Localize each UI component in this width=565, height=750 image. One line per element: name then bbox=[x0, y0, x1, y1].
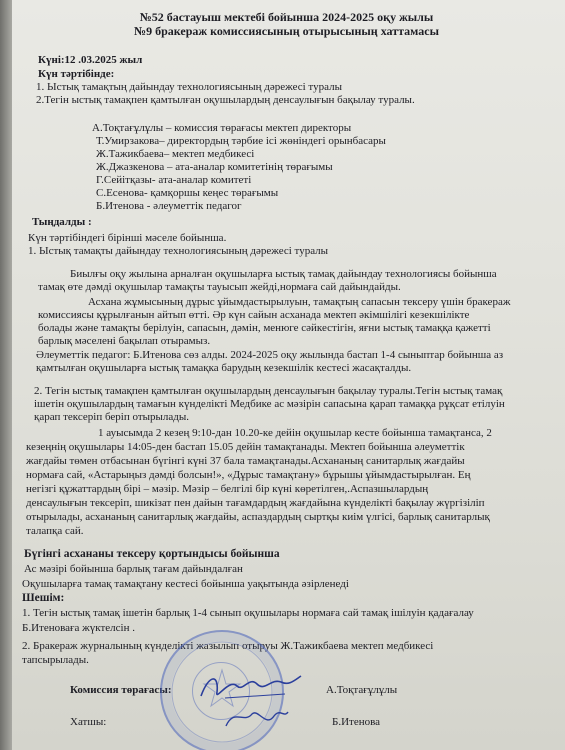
summary-line: Оқушыларға тамақ тамақтану кестесі бойынша уақытында әзірленеді bbox=[22, 578, 349, 590]
paragraph-line: талапқа сай. bbox=[26, 525, 84, 537]
paragraph-line: қарап тексеріп беріп отырылады. bbox=[34, 411, 190, 423]
paragraph-line: 2. Тегін ыстық тамақпен қамтылған оқушылардың денсаулығын бақылау туралы.Тегін ыстық тамақ bbox=[34, 385, 503, 397]
paragraph-line: болады және тамақты берілуін, сапасын, дәмін, менюге сәйкестігін, яғни ыстық тамаққа қажетті bbox=[38, 322, 491, 334]
chair-label: Комиссия төрағасы: bbox=[70, 684, 172, 696]
paragraph-line: кезеңнің оқушылары 14:05-ден бастап 15.05 дейін тамақтанады. Мектеп бойынша әлеуметтік bbox=[26, 441, 465, 453]
summary-title: Бүгінгі асхананы тексеру қортындысы бойынша bbox=[24, 548, 280, 560]
member-entry: Б.Итенова - әлеуметтік педагог bbox=[96, 200, 242, 212]
secretary-label: Хатшы: bbox=[70, 716, 107, 728]
paragraph-line: тамақ өте дәмді оқушылар тамақты тауысып жейді,нормаға сай дайындайды. bbox=[38, 281, 401, 293]
summary-line: Ас мәзірі бойынша барлық тағам дайындалған bbox=[24, 563, 243, 575]
paragraph-line: барлық мәселені бақылап отырамыз. bbox=[38, 335, 211, 347]
member-entry: Т.Умирзакова– директордың тәрбие ісі жөніндегі орынбасары bbox=[96, 135, 386, 147]
decision-line: Б.Итеноваға жүктелсін . bbox=[22, 622, 135, 634]
agenda-item: 2.Тегін ыстық тамақпен қамтылған оқушылардың денсаулығын бақылау туралы. bbox=[36, 94, 415, 106]
paragraph-line: комиссиясы құрылғанын айтып өтті. Әр күн сайын асханада мектеп әкімшілігі кезекшілікте bbox=[38, 309, 470, 321]
secretary-signature bbox=[222, 704, 292, 734]
member-entry: С.Есенова- қамқоршы кеңес төрағымы bbox=[96, 187, 279, 199]
chair-signature bbox=[195, 668, 305, 708]
chair-name: А.Тоқтағұлұлы bbox=[326, 684, 398, 696]
heard-line: Күн тәртібіндегі бірінші мәселе бойынша. bbox=[28, 232, 227, 244]
paragraph-line: ішетін оқушылардың тамағын күнделікті Медбике ас мәзірін сапасына қарап тамаққа рұқсат етілуін bbox=[34, 398, 505, 410]
paragraph-line: Асхана жұмысының дұрыс ұйымдастырылуын, тамақтың сапасын тексеру үшін бракераж bbox=[88, 296, 511, 308]
paragraph-line: денсаулығын тексеріп, шикізат пен дайын тағамдардың жағдайына күнделікті бақылау жүргізіліп bbox=[26, 497, 485, 509]
paragraph-line: Әлеуметтік педагог: Б.Итенова сөз алды. 2024-2025 оқу жылында бастап 1-4 сыныптар бойынша аз bbox=[36, 349, 504, 361]
meeting-date: Күні:12 .03.2025 жыл bbox=[38, 54, 143, 66]
page-shadow-edge bbox=[0, 0, 12, 750]
paragraph-line: қамтылған оқушыларға ыстық тамақка барудың кезекшілік кестесі жасақталды. bbox=[36, 362, 412, 374]
heard-title: Тыңдалды : bbox=[32, 216, 92, 228]
paragraph-line: нормаға сай, «Астарыңыз дәмді болсын!», «Дұрыс тамақтану» бұрышы ұйымдастырылған. Ең bbox=[26, 469, 471, 481]
member-entry: Ж.Джазкенова – ата-аналар комитетінің төрағымы bbox=[96, 161, 333, 173]
decision-line: тапсырылады. bbox=[22, 654, 89, 666]
member-entry: Ж.Тажикбаева– мектеп медбикесі bbox=[96, 148, 255, 160]
paragraph-line: 1 ауысымда 2 кезең 9:10-дан 10.20-ке дейін оқушылар кесте бойынша тамақтанса, 2 bbox=[98, 427, 492, 439]
member-entry: А.Тоқтағұлұлы – комиссия төрағасы мектеп директоры bbox=[92, 122, 352, 134]
secretary-name: Б.Итенова bbox=[332, 716, 381, 728]
decision-line: 1. Тегін ыстық тамақ ішетін барлық 1-4 сынып оқушылары нормаға сай тамақ ішілуін қадағалау bbox=[22, 607, 474, 619]
paragraph-line: жағдайы төмен отбасынан бүгінгі күні 37 бала тамақтанады.Асхананың санитарлық жағдайы bbox=[26, 455, 465, 467]
decision-title: Шешім: bbox=[22, 592, 65, 604]
agenda-item: 1. Ыстық тамақтың дайындау технологиясының дәрежесі туралы bbox=[36, 81, 342, 93]
paragraph-line: Биылғы оқу жылына арналған оқушыларға ыстық тамақ дайындау технологиясы бойынша bbox=[70, 268, 497, 280]
decision-line: 2. Бракераж журналының күнделікті жазылып отыруы Ж.Тажикбаева мектеп медбикесі bbox=[22, 640, 434, 652]
heard-line: 1. Ыстық тамақты дайындау технологиясының дәрежесі туралы bbox=[28, 245, 329, 257]
paragraph-line: отырылады, асхананың санитарлық жағдайы, аспаздардың сыртқы киім үлгісі, барлық санитарлық bbox=[26, 511, 490, 523]
agenda-title: Күн тәртібінде: bbox=[38, 68, 115, 80]
member-entry: Г.Сейітқазы- ата-аналар комитеті bbox=[96, 174, 252, 186]
paragraph-line: негізгі құжаттардың бірі – мәзір. Мәзір – белгілі бір күні көретілген,.Аспазшылардың bbox=[26, 483, 429, 495]
document-title-line-1: №52 бастауыш мектебі бойынша 2024-2025 оқу жылы bbox=[139, 10, 434, 24]
document-title-line-2: №9 бракераж комиссиясының отырысының хаттамасы bbox=[134, 24, 439, 38]
